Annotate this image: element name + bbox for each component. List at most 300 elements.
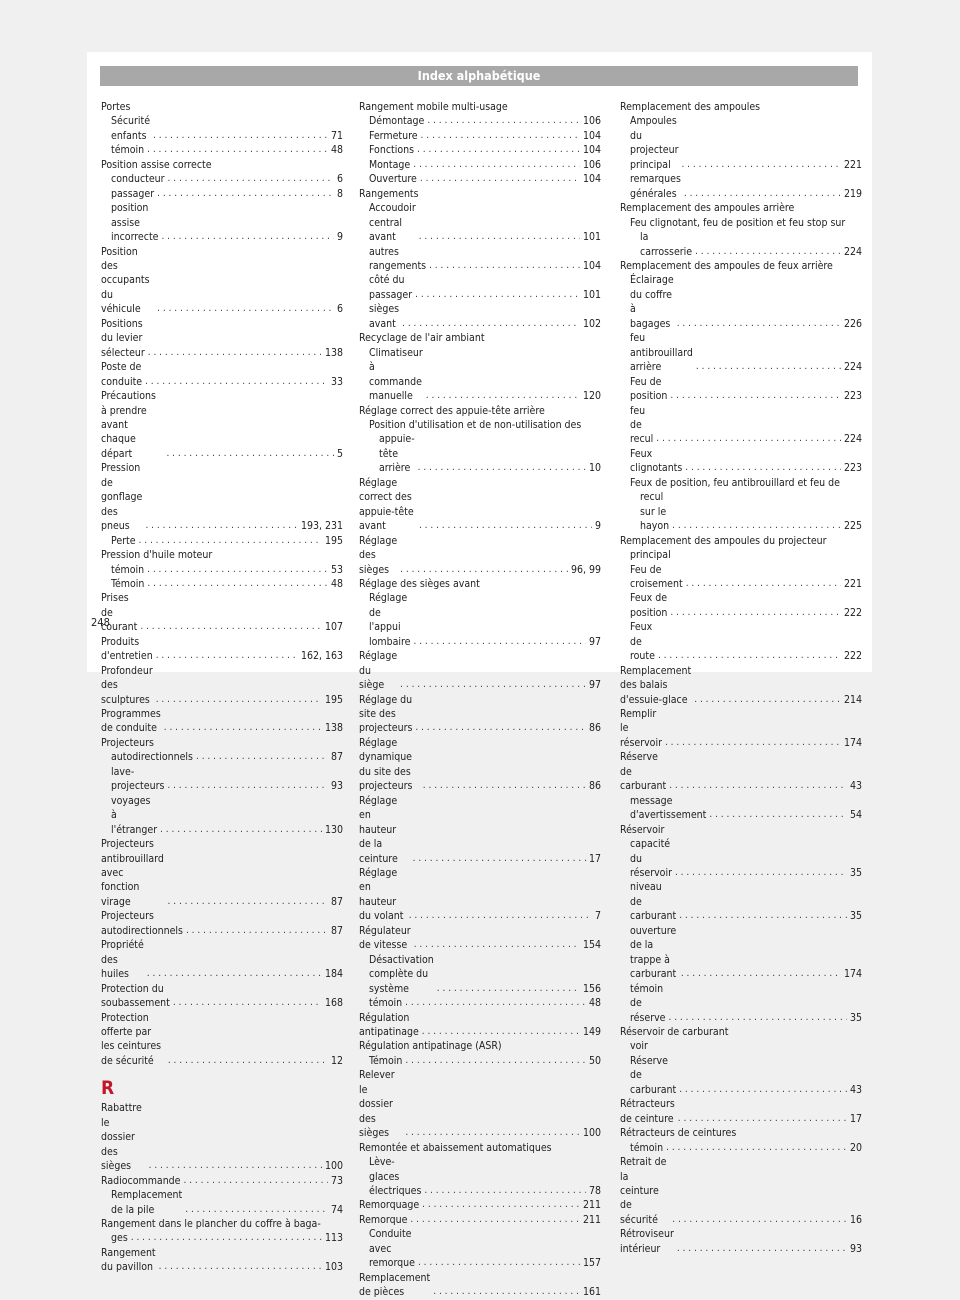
entry-label: Sécurité enfants	[111, 115, 151, 142]
entry-page-ref[interactable]: 53	[330, 563, 343, 576]
entry-page-ref[interactable]: 17	[588, 852, 601, 865]
index-entry	[359, 404, 601, 418]
leader-dots	[160, 823, 322, 837]
index-entry	[359, 649, 601, 692]
entry-page-ref[interactable]: 12	[330, 1054, 343, 1067]
index-entry	[620, 750, 862, 793]
entry-label: Éclairage du coffre à bagages	[630, 274, 674, 330]
entry-label: Rabattre le dossier des sièges	[101, 1102, 142, 1173]
leader-dots	[675, 866, 847, 880]
entry-page-ref[interactable]: 9	[336, 231, 343, 244]
index-entry	[359, 736, 601, 794]
leader-dots	[145, 375, 328, 389]
entry-page-ref[interactable]: 7	[594, 910, 601, 923]
entry-label: Réservoir de carburant	[620, 1026, 729, 1038]
entry-page-ref[interactable]: 97	[588, 679, 601, 692]
index-entry	[620, 664, 862, 707]
entry-label: Réglage du siège	[359, 650, 398, 692]
index-entry	[620, 1227, 862, 1256]
entry-page-ref[interactable]: 48	[588, 997, 601, 1010]
entry-page-ref[interactable]: 193, 231	[300, 520, 343, 533]
entry-page-ref[interactable]: 103	[324, 1261, 343, 1274]
leader-dots	[681, 158, 841, 172]
entry-page-ref[interactable]: 78	[588, 1184, 601, 1197]
entry-label: Rétroviseur intérieur	[620, 1228, 674, 1255]
entry-label: Programmes de conduite	[101, 708, 161, 735]
entry-label: Position assise correcte	[101, 158, 212, 171]
entry-page-ref[interactable]: 35	[849, 867, 862, 880]
leader-dots	[420, 172, 580, 186]
entry-label: appuie-tête arrière	[379, 433, 415, 475]
entry-page-ref[interactable]: 113	[324, 1232, 343, 1245]
entry-label: témoin	[369, 997, 403, 1010]
entry-label: témoin	[111, 144, 145, 157]
leader-dots	[414, 938, 580, 952]
index-entry	[620, 201, 862, 215]
entry-page-ref[interactable]: 221	[843, 577, 862, 590]
leader-dots	[149, 1159, 322, 1173]
index-entry	[620, 1141, 862, 1155]
index-entry	[101, 736, 343, 750]
entry-page-ref[interactable]: 100	[324, 1160, 343, 1173]
leader-dots	[159, 1260, 322, 1274]
entry-label: Pression d'huile moteur	[101, 549, 213, 562]
index-entry	[101, 794, 343, 837]
index-entry	[620, 476, 862, 490]
index-entry	[359, 158, 601, 172]
entry-page-ref[interactable]: 225	[843, 520, 862, 533]
entry-page-ref[interactable]: 168	[324, 997, 343, 1010]
entry-label: Feux clignotants	[630, 447, 683, 475]
entry-page-ref[interactable]: 195	[324, 693, 343, 706]
entry-label: feu de recul	[630, 404, 654, 446]
entry-label: Remplacement de la pile	[111, 1189, 183, 1216]
entry-page-ref[interactable]: 5	[336, 447, 343, 460]
index-entry	[359, 331, 601, 345]
leader-dots	[709, 808, 847, 822]
entry-page-ref[interactable]: 104	[582, 129, 601, 142]
entry-page-ref[interactable]: 104	[582, 259, 601, 272]
index-entry	[101, 389, 343, 461]
leader-dots	[656, 432, 841, 446]
entry-label: Fermeture	[369, 129, 418, 142]
entry-page-ref[interactable]: 174	[843, 736, 862, 749]
leader-dots	[665, 736, 841, 750]
entry-label: capacité du réservoir	[630, 838, 672, 880]
entry-label: Remontée et abaissement automatiques	[359, 1141, 552, 1154]
entry-label: Réglage de l'appui lombaire	[369, 592, 411, 648]
leader-dots	[695, 245, 841, 259]
leader-dots	[679, 909, 847, 923]
entry-page-ref[interactable]: 87	[330, 924, 343, 937]
entry-page-ref[interactable]: 162, 163	[300, 650, 343, 663]
index-entry	[359, 577, 601, 591]
entry-page-ref[interactable]: 87	[330, 751, 343, 764]
entry-page-ref[interactable]: 223	[843, 390, 862, 403]
entry-label: Rétracteurs de ceinture	[620, 1098, 675, 1125]
leader-dots	[157, 302, 334, 316]
entry-page-ref[interactable]: 16	[849, 1213, 862, 1226]
entry-page-ref[interactable]: 174	[843, 968, 862, 981]
entry-label: voir Réserve de carburant	[630, 1040, 677, 1096]
index-entry	[620, 1039, 862, 1097]
entry-label: position assise incorrecte	[111, 202, 159, 244]
entry-page-ref[interactable]: 35	[849, 1011, 862, 1024]
entry-page-ref[interactable]: 48	[330, 577, 343, 590]
entry-label: Ampoules du projecteur principal	[630, 115, 679, 171]
entry-label: Régulation antipatinage	[359, 1011, 419, 1038]
index-entry	[620, 172, 862, 201]
entry-page-ref[interactable]: 10	[588, 462, 601, 475]
index-entry	[620, 1025, 862, 1039]
index-entry	[359, 1141, 601, 1155]
entry-label: Rangement dans le plancher du coffre à baga-	[101, 1217, 321, 1230]
index-entry	[101, 837, 343, 909]
entry-page-ref[interactable]: 86	[588, 722, 601, 735]
leader-dots	[429, 259, 580, 273]
entry-page-ref[interactable]: 35	[849, 910, 862, 923]
page-number: 248	[91, 616, 110, 629]
entry-label: témoin	[111, 563, 145, 576]
entry-page-ref[interactable]: 195	[324, 534, 343, 547]
index-entry	[359, 1271, 601, 1300]
leader-dots	[677, 317, 841, 331]
index-entry	[101, 172, 343, 186]
entry-page-ref[interactable]: 226	[843, 317, 862, 330]
leader-dots	[679, 1083, 847, 1097]
entry-page-ref[interactable]: 106	[582, 115, 601, 128]
entry-label: remarques générales	[630, 173, 681, 200]
entry-page-ref[interactable]: 97	[588, 635, 601, 648]
entry-page-ref[interactable]: 50	[588, 1054, 601, 1067]
index-entry	[359, 245, 601, 274]
index-entry	[620, 100, 862, 114]
index-entry	[101, 461, 343, 533]
entry-label: Feux de position	[630, 592, 668, 619]
entry-label: Rangement du pavillon	[101, 1246, 156, 1274]
leader-dots	[415, 288, 580, 302]
index-entry	[359, 794, 601, 866]
entry-label: autodirectionnels	[111, 751, 193, 764]
leader-dots	[156, 649, 298, 663]
index-entry	[620, 794, 862, 823]
entry-label: Recyclage de l'air ambiant	[359, 332, 485, 345]
entry-page-ref[interactable]: 102	[582, 317, 601, 330]
entry-label: Remorquage	[359, 1199, 420, 1212]
entry-page-ref[interactable]: 214	[843, 693, 862, 706]
index-entry	[359, 534, 601, 577]
index-entry	[620, 490, 862, 533]
entry-label: Perte	[111, 534, 136, 547]
index-entry	[101, 563, 343, 577]
index-entry	[359, 273, 601, 302]
index-entry	[620, 447, 862, 476]
leader-dots	[185, 1203, 328, 1217]
leader-dots	[426, 389, 580, 403]
index-entry	[620, 563, 862, 592]
leader-dots	[173, 996, 322, 1010]
entry-page-ref[interactable]: 211	[582, 1213, 601, 1226]
leader-dots	[145, 519, 298, 533]
entry-page-ref[interactable]: 222	[843, 650, 862, 663]
entry-page-ref[interactable]: 17	[849, 1112, 862, 1125]
entry-label: Positions du levier sélecteur	[101, 317, 145, 359]
index-entry	[359, 1068, 601, 1140]
leader-dots	[668, 1011, 846, 1025]
entry-page-ref[interactable]: 43	[849, 1083, 862, 1096]
index-entry	[620, 216, 862, 230]
entry-page-ref[interactable]: 224	[843, 433, 862, 446]
entry-label: Position d'utilisation et de non-utilisation des	[369, 418, 582, 431]
leader-dots	[168, 172, 334, 186]
entry-label: côté du passager	[369, 274, 413, 301]
entry-page-ref[interactable]: 224	[843, 245, 862, 258]
entry-label: Réglage correct des appuie-tête arrière	[359, 404, 545, 417]
leader-dots	[672, 1213, 847, 1227]
index-entry	[101, 938, 343, 981]
index-entry	[101, 1246, 343, 1275]
leader-dots	[140, 620, 322, 634]
entry-page-ref[interactable]: 161	[582, 1286, 601, 1299]
entry-page-ref[interactable]: 6	[336, 173, 343, 186]
entry-page-ref[interactable]: 222	[843, 606, 862, 619]
entry-page-ref[interactable]: 223	[843, 462, 862, 475]
entry-page-ref[interactable]: 107	[324, 621, 343, 634]
entry-page-ref[interactable]: 20	[849, 1141, 862, 1154]
entry-label: Rangements	[359, 187, 419, 200]
entry-label: témoin de réserve	[630, 982, 666, 1024]
index-entry	[359, 100, 601, 114]
entry-page-ref[interactable]: 8	[336, 187, 343, 200]
index-entry	[359, 1227, 601, 1270]
entry-label: Feu clignotant, feu de position et feu stop sur	[630, 216, 846, 229]
leader-dots	[139, 534, 322, 548]
entry-label: Conduite avec remorque	[369, 1228, 415, 1270]
index-entry	[620, 837, 862, 880]
entry-label: Montage	[369, 158, 411, 171]
index-entry	[101, 577, 343, 591]
entry-page-ref[interactable]: 120	[582, 390, 601, 403]
page-header: Index alphabétique	[100, 66, 858, 86]
entry-page-ref[interactable]: 33	[330, 375, 343, 388]
entry-label: Remplacement des ampoules de feux arrière	[620, 259, 833, 272]
entry-page-ref[interactable]: 87	[330, 895, 343, 908]
entry-label: Profondeur des sculptures	[101, 664, 153, 706]
entry-page-ref[interactable]: 101	[582, 231, 601, 244]
index-entry	[359, 418, 601, 432]
leader-dots	[147, 967, 322, 981]
entry-page-ref[interactable]: 219	[843, 187, 862, 200]
entry-page-ref[interactable]: 138	[324, 346, 343, 359]
entry-page-ref[interactable]: 130	[324, 823, 343, 836]
entry-label: la carrosserie	[640, 231, 693, 258]
entry-label: Remplacement de pièces	[359, 1271, 431, 1299]
entry-page-ref[interactable]: 100	[582, 1127, 601, 1140]
leader-dots	[147, 143, 328, 157]
index-entry	[620, 1126, 862, 1140]
leader-dots	[148, 346, 322, 360]
entry-label: Climatiseur à commande manuelle	[369, 346, 423, 403]
index-entry	[620, 548, 862, 562]
leader-dots	[413, 852, 586, 866]
entry-label: Réglage correct des appuie-tête avant	[359, 476, 414, 533]
index-entry	[620, 823, 862, 837]
leader-dots	[405, 1054, 586, 1068]
entry-label: autres rangements	[369, 245, 427, 272]
entry-label: Témoin	[111, 577, 145, 590]
entry-page-ref[interactable]: 43	[849, 780, 862, 793]
entry-label: Poste de conduite	[101, 361, 143, 388]
entry-label: message d'avertissement	[630, 794, 707, 822]
leader-dots	[186, 924, 328, 938]
leader-dots	[410, 1213, 580, 1227]
entry-label: Projecteurs antibrouillard avec fonction virage	[101, 838, 164, 908]
entry-page-ref[interactable]: 96, 99	[570, 563, 601, 576]
leader-dots	[427, 114, 580, 128]
entry-page-ref[interactable]: 74	[330, 1203, 343, 1216]
entry-label: Remorque	[359, 1213, 408, 1226]
entry-label: lave-projecteurs	[111, 765, 165, 793]
entry-label: Feux de route	[630, 621, 655, 663]
entry-label: Réglage des sièges	[359, 534, 398, 576]
entry-page-ref[interactable]: 48	[330, 144, 343, 157]
entry-label: Position des occupants du véhicule	[101, 245, 150, 316]
leader-dots	[413, 158, 580, 172]
index-entry	[101, 360, 343, 389]
index-entry	[101, 750, 343, 764]
entry-page-ref[interactable]: 104	[582, 144, 601, 157]
index-entry	[101, 201, 343, 244]
leader-dots	[670, 389, 841, 403]
entry-label: Feux de position, feu antibrouillard et feu de	[630, 476, 840, 489]
entry-page-ref[interactable]: 101	[582, 288, 601, 301]
index-entry	[359, 924, 601, 953]
index-entry	[620, 404, 862, 447]
entry-label: Lève-glaces électriques	[369, 1156, 422, 1197]
entry-label: ges	[111, 1232, 128, 1245]
leader-dots	[684, 187, 841, 201]
index-entry	[101, 1188, 343, 1217]
index-entry	[359, 114, 601, 128]
entry-page-ref[interactable]: 221	[843, 158, 862, 171]
entry-label: Réglage du site des projecteurs	[359, 693, 413, 735]
index-column-2	[359, 100, 601, 1300]
leader-dots	[131, 1231, 322, 1245]
index-entry	[359, 302, 601, 331]
entry-page-ref[interactable]: 149	[582, 1026, 601, 1038]
index-entry	[359, 432, 601, 475]
entry-page-ref[interactable]: 6	[336, 303, 343, 316]
leader-dots	[400, 563, 568, 577]
entry-label: Remplacement des ampoules arrière	[620, 202, 795, 215]
entry-page-ref[interactable]: 71	[330, 129, 343, 142]
entry-label: Propriété des huiles	[101, 939, 144, 981]
leader-dots	[423, 779, 586, 793]
entry-page-ref[interactable]: 93	[330, 780, 343, 793]
entry-label: conducteur	[111, 173, 165, 186]
leader-dots	[196, 750, 328, 764]
entry-page-ref[interactable]: 106	[582, 158, 601, 171]
entry-label: Rangement mobile multi-usage	[359, 101, 508, 113]
index-entry	[359, 172, 601, 186]
entry-page-ref[interactable]: 104	[582, 173, 601, 186]
entry-page-ref[interactable]: 156	[582, 982, 601, 995]
entry-label: Projecteurs autodirectionnels	[101, 910, 183, 937]
entry-label: Remplacement des ampoules	[620, 101, 761, 113]
entry-page-ref[interactable]: 184	[324, 968, 343, 981]
index-entry	[359, 693, 601, 736]
index-entry	[101, 707, 343, 736]
entry-label: Précautions à prendre avant chaque départ	[101, 390, 156, 460]
leader-dots	[670, 606, 841, 620]
entry-label: Protection du soubassement	[101, 982, 170, 1010]
leader-dots	[405, 1126, 580, 1140]
entry-label: Réserve de carburant	[620, 751, 667, 793]
entry-page-ref[interactable]: 211	[582, 1199, 601, 1212]
entry-page-ref[interactable]: 157	[582, 1257, 601, 1270]
entry-label: Régulateur de vitesse	[359, 924, 411, 952]
index-entry	[359, 1198, 601, 1212]
entry-label: Fonctions	[369, 144, 415, 157]
entry-page-ref[interactable]: 154	[582, 939, 601, 952]
entry-label: Réservoir	[620, 823, 665, 836]
index-entry	[101, 1101, 343, 1173]
entry-page-ref[interactable]: 93	[849, 1242, 862, 1255]
index-entry	[359, 201, 601, 244]
entry-page-ref[interactable]: 54	[849, 809, 862, 822]
entry-page-ref[interactable]: 9	[594, 520, 601, 533]
index-entry	[359, 591, 601, 649]
entry-label: recul sur le hayon	[640, 491, 670, 533]
index-entry	[620, 620, 862, 663]
entry-label: Remplacement des ampoules du projecteur	[620, 534, 827, 547]
leader-dots	[168, 1054, 328, 1068]
entry-page-ref[interactable]: 224	[843, 361, 862, 374]
index-entry	[101, 245, 343, 317]
entry-page-ref[interactable]: 73	[330, 1174, 343, 1187]
entry-label: Radiocommande	[101, 1174, 181, 1187]
leader-dots	[418, 1256, 580, 1270]
leader-dots	[157, 187, 334, 201]
entry-label: Retrait de la ceinture de sécurité	[620, 1156, 667, 1226]
leader-dots	[677, 1242, 847, 1256]
leader-dots	[421, 129, 580, 143]
leader-dots	[696, 360, 841, 374]
leader-dots	[184, 1174, 328, 1188]
index-entry	[359, 996, 601, 1010]
leader-dots	[166, 447, 334, 461]
index-entry	[620, 591, 862, 620]
entry-label: Régulation antipatinage (ASR)	[359, 1040, 502, 1053]
index-entry	[101, 548, 343, 562]
index-entry	[359, 346, 601, 404]
index-entry	[101, 187, 343, 201]
leader-dots	[167, 779, 328, 793]
index-entry	[620, 114, 862, 172]
entry-page-ref[interactable]: 138	[324, 722, 343, 735]
index-entry	[101, 909, 343, 938]
leader-dots	[415, 721, 586, 735]
entry-label: Réglage dynamique du site des projecteurs	[359, 736, 413, 793]
entry-label: Relever le dossier des sièges	[359, 1069, 395, 1140]
leader-dots	[666, 1141, 847, 1155]
index-entry	[359, 1213, 601, 1227]
entry-page-ref[interactable]: 86	[588, 780, 601, 793]
entry-label: Pression de gonflage des pneus	[101, 462, 143, 533]
entry-label: Réglage en hauteur de la ceinture	[359, 794, 398, 865]
index-entry	[359, 1155, 601, 1198]
entry-label: Démontage	[369, 115, 425, 128]
